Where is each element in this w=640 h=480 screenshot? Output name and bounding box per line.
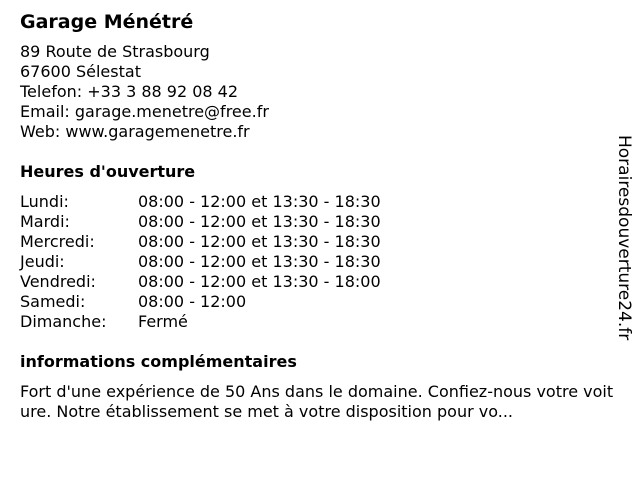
hours-day: Samedi:: [20, 292, 86, 311]
hours-day: Jeudi:: [20, 252, 65, 271]
address-line-1: 89 Route de Strasbourg: [20, 42, 210, 61]
address-line-2: 67600 Sélestat: [20, 62, 141, 81]
hours-day: Mardi:: [20, 212, 70, 231]
hours-heading: Heures d'ouverture: [20, 162, 196, 181]
hours-row-monday: [20, 192, 610, 212]
business-name: Garage Ménétré: [20, 11, 194, 33]
hours-row-friday: [20, 272, 610, 292]
hours-row-saturday: [20, 292, 610, 312]
phone-line: Telefon: +33 3 88 92 08 42: [20, 82, 239, 101]
hours-table: [20, 192, 610, 332]
hours-row-wednesday: [20, 232, 610, 252]
hours-day: Mercredi:: [20, 232, 95, 251]
hours-day: Lundi:: [20, 192, 69, 211]
email-line: Email: garage.menetre@free.fr: [20, 102, 269, 121]
hours-time: 08:00 - 12:00 et 13:30 - 18:30: [138, 252, 381, 271]
hours-day: Vendredi:: [20, 272, 96, 291]
hours-row-sunday: [20, 312, 610, 332]
web-line: Web: www.garagemenetre.fr: [20, 122, 250, 141]
hours-row-thursday: [20, 252, 610, 272]
site-watermark: Horairesdouverture24.fr: [614, 135, 634, 341]
hours-time: 08:00 - 12:00 et 13:30 - 18:30: [138, 232, 381, 251]
hours-time: 08:00 - 12:00: [138, 292, 247, 311]
hours-row-tuesday: [20, 212, 610, 232]
business-card: [20, 10, 614, 422]
hours-day: Dimanche:: [20, 312, 107, 331]
info-heading: informations complémentaires: [20, 352, 297, 371]
info-description: Fort d'une expérience de 50 Ans dans le domaine. Confiez-nous votre voiture. Notre établissement se met à votre disposition pour vo...: [20, 382, 614, 421]
hours-time: 08:00 - 12:00 et 13:30 - 18:30: [138, 212, 381, 231]
hours-time: Fermé: [138, 312, 188, 331]
hours-time: 08:00 - 12:00 et 13:30 - 18:30: [138, 192, 381, 211]
hours-time: 08:00 - 12:00 et 13:30 - 18:00: [138, 272, 381, 291]
